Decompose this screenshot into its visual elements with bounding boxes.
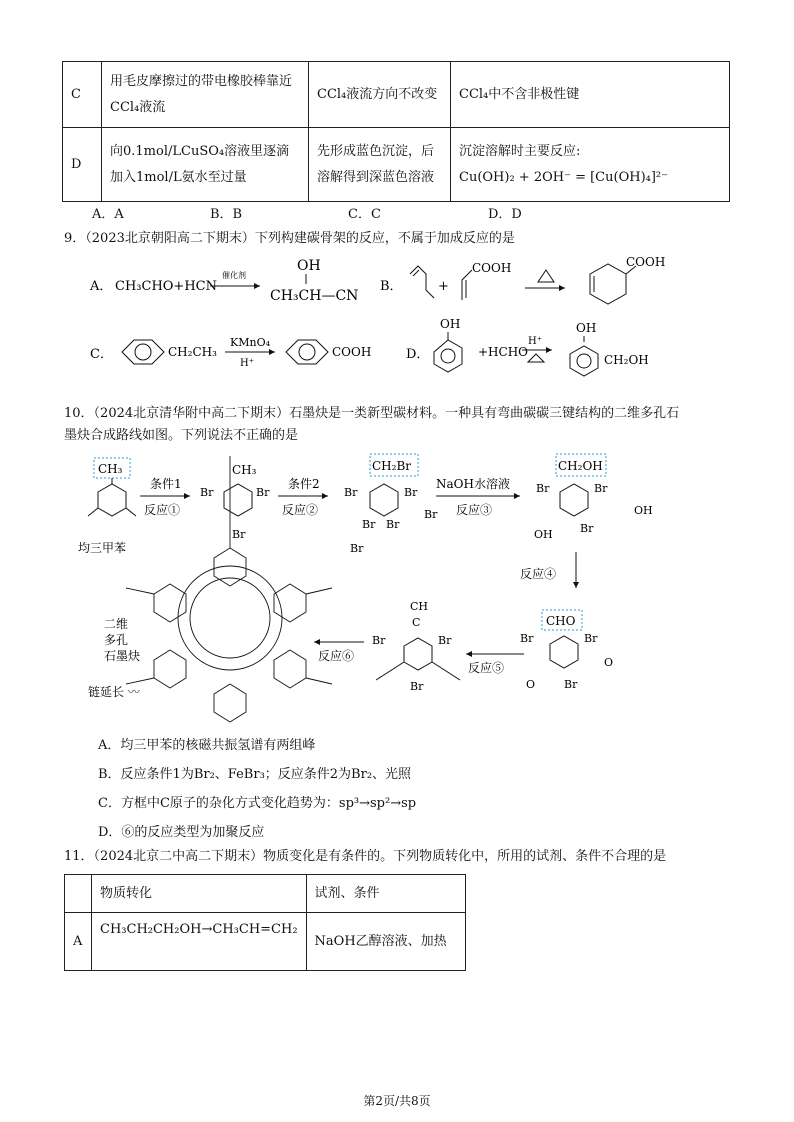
- option-c[interactable]: C．C: [348, 207, 381, 222]
- br-label: Br: [410, 680, 424, 693]
- row-key: D: [63, 128, 102, 202]
- br-label: Br: [438, 634, 452, 647]
- br-label: Br: [424, 508, 438, 521]
- o-label: O: [604, 656, 614, 669]
- q9-d-ch2oh: CH₂OH: [604, 353, 649, 367]
- phenol-ring: [570, 346, 598, 376]
- cho-label: CHO: [546, 614, 576, 628]
- rxn3: 反应③: [456, 503, 493, 517]
- table-row: [65, 875, 466, 913]
- answer-table: [62, 61, 730, 202]
- trialkyne-ring: [404, 638, 432, 670]
- q9-b-cooh2: COOH: [626, 255, 666, 269]
- q9-c-cooh: COOH: [332, 345, 372, 359]
- phenomenon-cell: 先形成蓝色沉淀，后溶解得到深蓝色溶液: [309, 128, 451, 202]
- heat-triangle: [538, 270, 554, 282]
- question-11-stem: 11．（2024北京二中高二下期末）物质变化是有条件的。下列物质转化中，所用的试剂、条件不合理的是: [64, 849, 667, 864]
- reaction-formula: Cu(OH)₂ + 2OH⁻ = [Cu(OH)₄]²⁻: [459, 169, 668, 185]
- q9-c-ethyl: CH₂CH₃: [168, 345, 217, 359]
- naoh-label: NaOH水溶液: [436, 477, 510, 491]
- q10-option-a[interactable]: A．均三甲苯的核磁共振氢谱有两组峰: [98, 738, 316, 753]
- cond1: 条件1: [150, 477, 182, 491]
- ch2oh-label: CH₂OH: [558, 459, 603, 473]
- br-label: Br: [536, 482, 550, 495]
- q9-c-h: H⁺: [240, 358, 254, 369]
- br-label: Br: [232, 528, 246, 541]
- q9-a-product: CH₃CH—CN: [270, 288, 359, 304]
- q9-a-label: A．: [90, 279, 113, 294]
- operation-cell: 向0.1mol/LCuSO₄溶液里逐滴加入1mol/L氨水至过量: [102, 128, 309, 202]
- tribromo-ring: [224, 484, 252, 516]
- rxn2: 反应②: [282, 503, 319, 517]
- chain-extend-label: 链延长 〰: [88, 685, 140, 699]
- ch3-label: CH₃: [98, 462, 123, 476]
- q10-option-c[interactable]: C．方框中C原子的杂化方式变化趋势为：sp³→sp²→sp: [98, 796, 417, 811]
- ch-label: CH: [410, 600, 429, 613]
- option-a[interactable]: A．A: [92, 207, 124, 222]
- br-label: Br: [584, 632, 598, 645]
- option-b[interactable]: B．B: [210, 207, 243, 222]
- q9-c-reagent: KMnO₄: [230, 336, 270, 349]
- question-10-stem-line2: 墨炔合成路线如图。下列说法不正确的是: [64, 428, 299, 443]
- q9-a-oh: OH: [297, 258, 321, 274]
- triol-ring: [560, 484, 588, 516]
- row-key: C: [63, 62, 102, 128]
- br-label: Br: [362, 518, 376, 531]
- cond2: 条件2: [288, 477, 320, 491]
- trialdehyde-ring: [550, 636, 578, 668]
- q9-b-cooh: COOH: [472, 261, 512, 275]
- option-d[interactable]: D．D: [488, 207, 522, 222]
- br-label: Br: [256, 486, 270, 499]
- table-row: [65, 913, 466, 971]
- c-label: C: [412, 616, 421, 629]
- ch2br-label: CH₂Br: [372, 459, 412, 473]
- header-transformation: 物质转化: [92, 875, 307, 913]
- rxn4: 反应④: [520, 567, 557, 581]
- br-label: Br: [580, 522, 594, 535]
- mesitylene-name: 均三甲苯: [78, 541, 127, 555]
- oh-label: OH: [634, 504, 653, 517]
- gdy-label-3: 石墨炔: [104, 649, 141, 663]
- heat-triangle: [528, 354, 544, 362]
- rxn1: 反应①: [144, 503, 181, 517]
- q9-d-hcho: +HCHO: [478, 345, 529, 359]
- q9-a-reactants: CH₃CHO+HCN: [115, 279, 217, 294]
- phenomenon-cell: CCl₄液流方向不改变: [309, 62, 451, 128]
- question-10-stem-line1: 10．（2024北京清华附中高二下期末）石墨炔是一类新型碳材料。一种具有弯曲碳碳三键结构的二维多孔石: [64, 406, 680, 421]
- rxn5: 反应⑤: [468, 661, 505, 675]
- q9-d-oh2: OH: [576, 321, 597, 335]
- header-reagent: 试剂、条件: [306, 875, 465, 913]
- phenol-ring: [434, 340, 462, 372]
- oh-label: OH: [534, 528, 553, 541]
- br-label: Br: [564, 678, 578, 691]
- q11-table: [64, 874, 466, 971]
- acrylic-acid: [462, 270, 472, 300]
- reagent-cell: NaOH乙醇溶液、加热: [306, 913, 465, 971]
- br-label: Br: [350, 542, 364, 555]
- br-label: Br: [386, 518, 400, 531]
- row-key: A: [65, 913, 92, 971]
- br-label: Br: [594, 482, 608, 495]
- row-key: [65, 875, 92, 913]
- page-footer: 第2页/共8页: [363, 1094, 431, 1108]
- rxn6: 反应⑥: [318, 649, 355, 663]
- operation-cell: 用毛皮摩擦过的带电橡胶棒靠近CCl₄液流: [102, 62, 309, 128]
- cyclohexene-ring: [590, 264, 626, 304]
- conclusion-text: 沉淀溶解时主要反应:: [459, 143, 581, 159]
- q9-a-catalyst: 催化剂: [222, 271, 246, 280]
- q9-d-h: H⁺: [528, 336, 542, 347]
- question-9-stem: 9．（2023北京朝阳高二下期末）下列构建碳骨架的反应，不属于加成反应的是: [64, 231, 515, 246]
- table-row: [63, 62, 730, 128]
- transformation-cell: CH₃CH₂CH₂OH→CH₃CH=CH₂: [92, 913, 307, 971]
- conclusion-cell: [451, 128, 730, 202]
- q9-b-label: B．: [380, 279, 403, 294]
- butadiene: [410, 266, 434, 298]
- q10-synthesis-scheme: [60, 448, 740, 724]
- q10-option-d[interactable]: D．⑥的反应类型为加聚反应: [98, 825, 265, 840]
- br-label: Br: [372, 634, 386, 647]
- q9-reactions: [60, 252, 740, 392]
- mesitylene-ring: [98, 484, 126, 516]
- gdy-label-2: 多孔: [104, 633, 129, 647]
- br-label: Br: [520, 632, 534, 645]
- table-row: [63, 128, 730, 202]
- q9-c-label: C．: [90, 347, 113, 362]
- conclusion-cell: CCl₄中不含非极性键: [451, 62, 730, 128]
- br-label: Br: [200, 486, 214, 499]
- ch3-label: CH₃: [232, 463, 257, 477]
- o-label: O: [526, 678, 536, 691]
- br-label: Br: [344, 486, 358, 499]
- q9-d-oh: OH: [440, 317, 461, 331]
- br-label: Br: [404, 486, 418, 499]
- svg-text:+: +: [438, 279, 449, 294]
- q10-option-b[interactable]: B．反应条件1为Br₂、FeBr₃；反应条件2为Br₂、光照: [98, 767, 412, 782]
- q9-d-label: D．: [406, 347, 430, 362]
- gdy-label-1: 二维: [104, 617, 129, 631]
- hexabromo-ring: [370, 484, 398, 516]
